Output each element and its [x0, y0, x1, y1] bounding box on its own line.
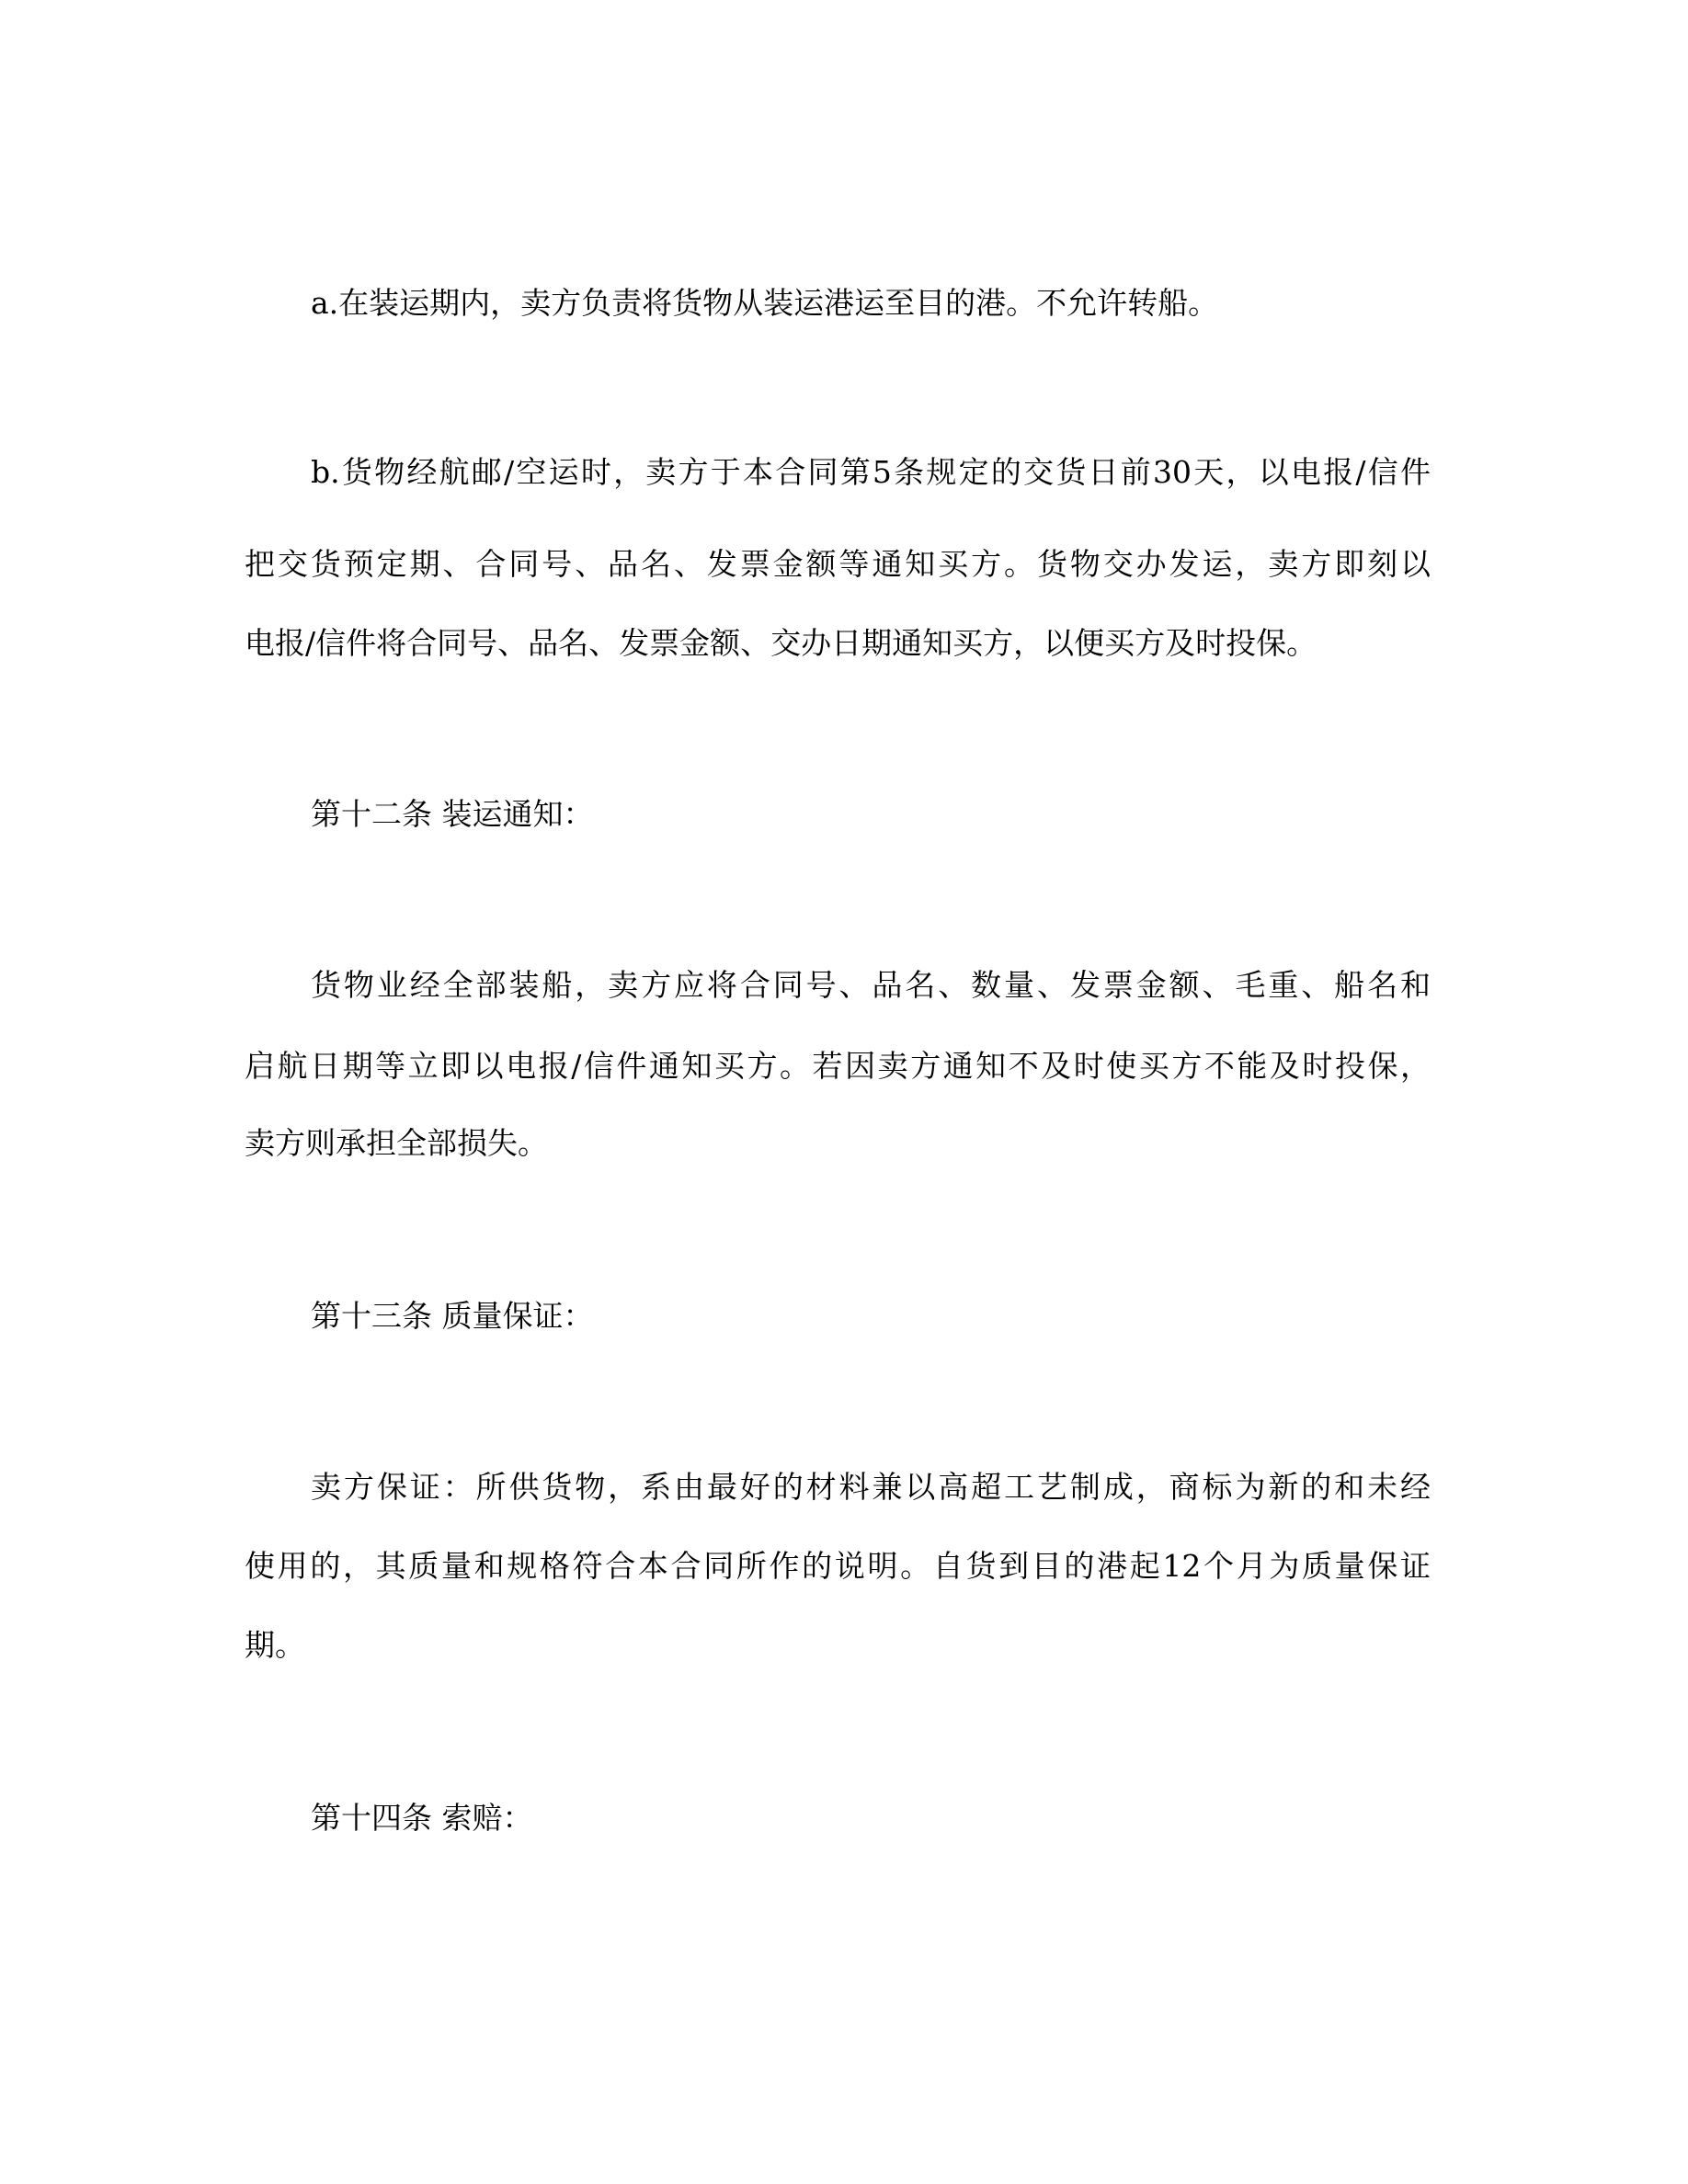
paragraph-article-12-line-3: 卖方则承担全部损失。 — [245, 1125, 548, 1161]
paragraph-shipment-b-line-2: 把交货预定期、合同号、品名、发票金额等通知买方。货物交办发运，卖方即刻以 — [245, 546, 1431, 582]
paragraph-shipment-b-line-1: b.货物经航邮/空运时，卖方于本合同第5条规定的交货日前30天，以电报/信件 — [311, 454, 1431, 490]
paragraph-article-13-line-2: 使用的，其质量和规格符合本合同所作的说明。自货到目的港起12个月为质量保证 — [245, 1548, 1431, 1584]
paragraph-shipment-a-line-1: a.在装运期内，卖方负责将货物从装运港运至目的港。不允许转船。 — [311, 285, 1219, 321]
heading-article-14: 第十四条 索赔： — [311, 1800, 533, 1836]
paragraph-article-13-line-3: 期。 — [245, 1627, 305, 1663]
paragraph-article-13-line-1: 卖方保证：所供货物，系由最好的材料兼以高超工艺制成，商标为新的和未经 — [311, 1469, 1431, 1505]
paragraph-article-12-line-2: 启航日期等立即以电报/信件通知买方。若因卖方通知不及时使买方不能及时投保， — [245, 1048, 1431, 1084]
heading-article-12: 第十二条 装运通知： — [311, 796, 594, 832]
paragraph-shipment-b-line-3: 电报/信件将合同号、品名、发票金额、交办日期通知买方，以便买方及时投保。 — [245, 625, 1317, 661]
paragraph-article-12-line-1: 货物业经全部装船，卖方应将合同号、品名、数量、发票金额、毛重、船名和 — [311, 967, 1431, 1003]
heading-article-13: 第十三条 质量保证： — [311, 1298, 594, 1334]
